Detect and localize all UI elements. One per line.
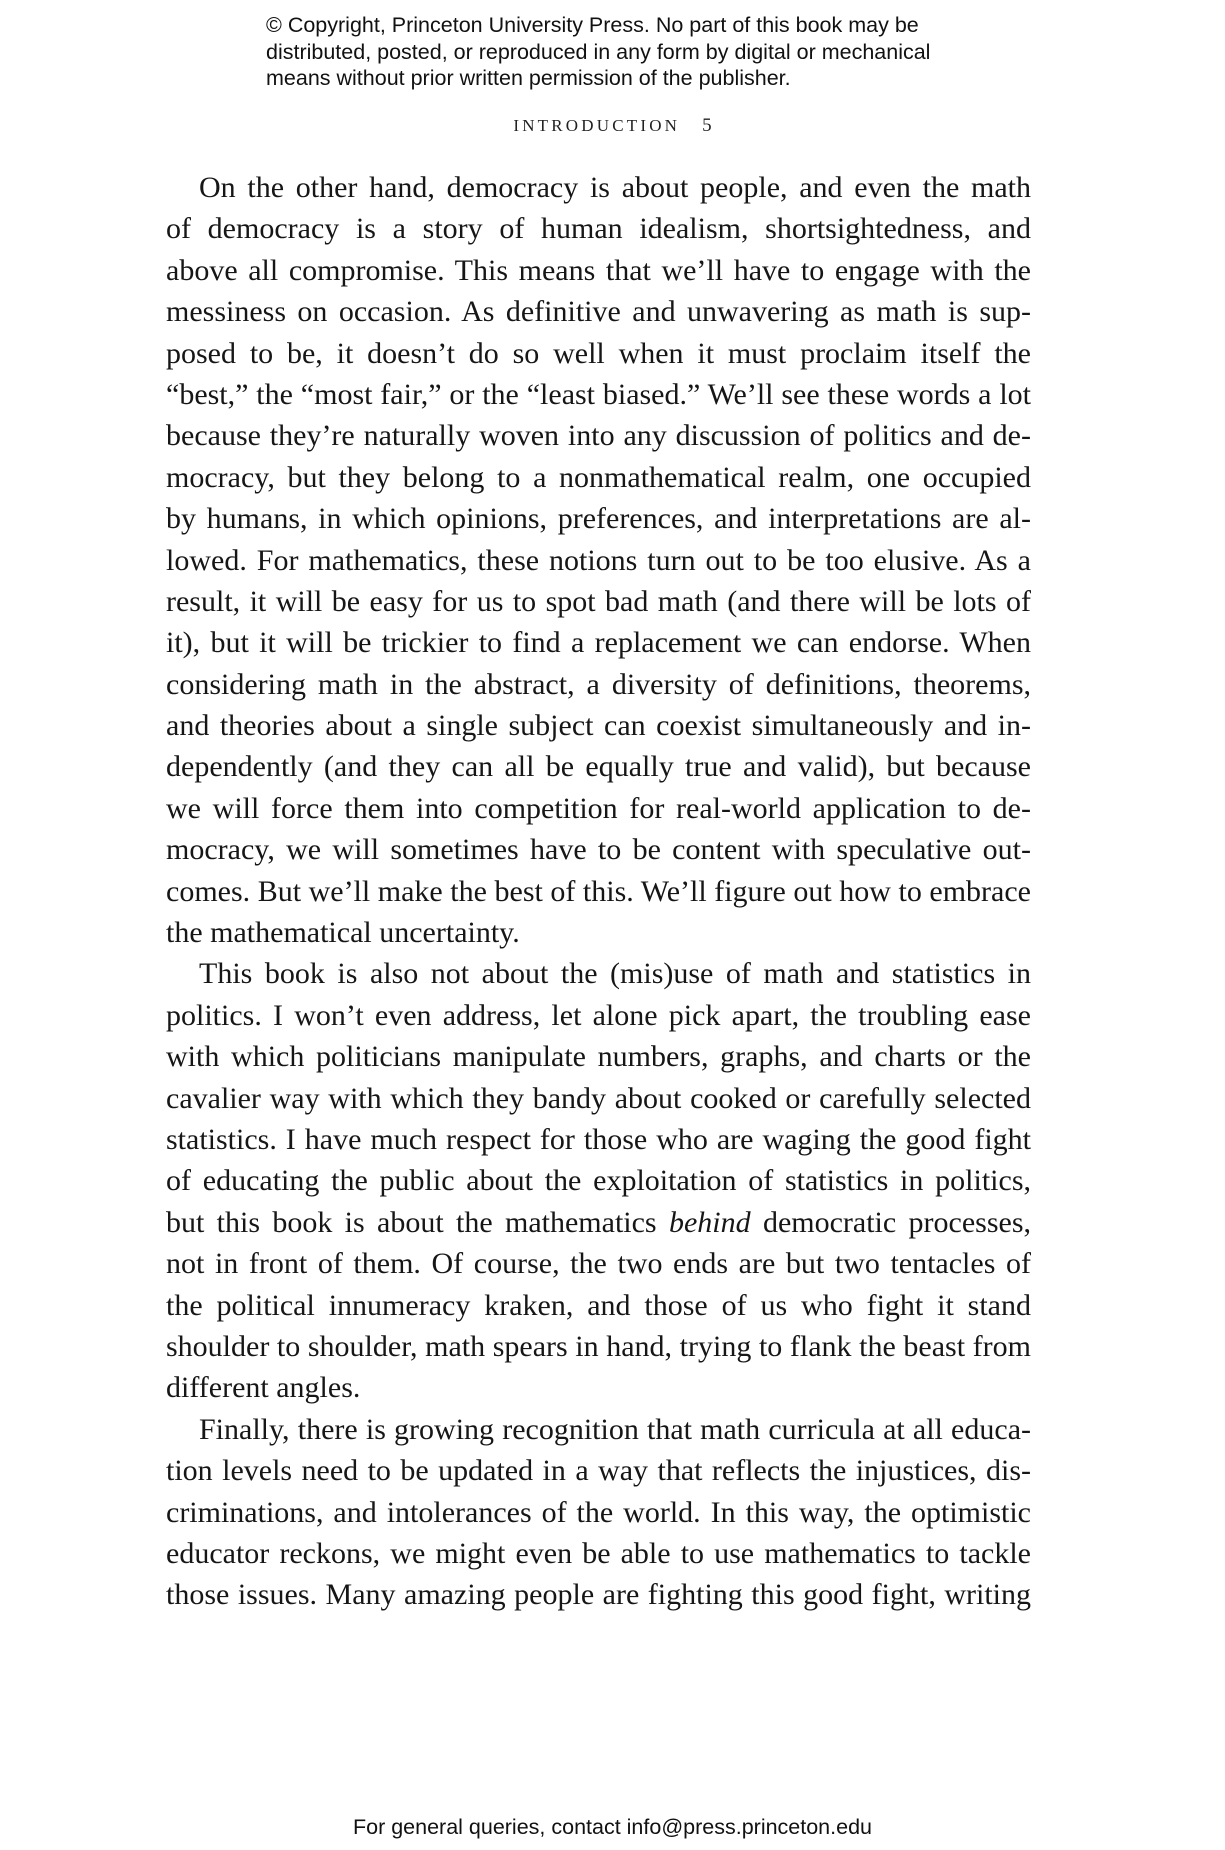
running-head-title: INTRODUCTION bbox=[513, 116, 681, 135]
copyright-line: distributed, posted, or reproduced in any form by digital or mechanical bbox=[266, 39, 931, 64]
paragraph bbox=[166, 167, 1031, 953]
text-line: dependently (and they can all be equally true and valid), but because bbox=[166, 750, 1031, 784]
copyright-notice bbox=[266, 12, 1026, 92]
text-line: mocracy, but they belong to a nonmathematical realm, one occupied bbox=[166, 460, 1031, 494]
paragraph bbox=[166, 953, 1031, 1408]
text-line: not in front of them. Of course, the two ends are but two tentacles of bbox=[166, 1247, 1031, 1281]
text-line: shoulder to shoulder, math spears in hand, trying to flank the beast from bbox=[166, 1329, 1031, 1363]
text-line: lowed. For mathematics, these notions turn out to be too elusive. As a bbox=[166, 543, 1031, 577]
text-line: tion levels need to be updated in a way that reflects the injustices, dis- bbox=[166, 1454, 1031, 1488]
text-line: it), but it will be trickier to find a replacement we can endorse. When bbox=[166, 626, 1031, 660]
page-number: 5 bbox=[702, 115, 712, 136]
text-line: mocracy, we will sometimes have to be content with speculative out- bbox=[166, 833, 1031, 867]
running-head bbox=[0, 115, 1225, 137]
text-line: of educating the public about the exploitation of statistics in politics, bbox=[166, 1164, 1031, 1198]
text-line: “best,” the “most fair,” or the “least biased.” We’ll see these words a lot bbox=[166, 377, 1031, 411]
text-line: This book is also not about the (mis)use of math and statistics in bbox=[199, 957, 1031, 991]
text-line: of democracy is a story of human idealism, shortsightedness, and bbox=[166, 212, 1031, 246]
text-line: we will force them into competition for real-world application to de- bbox=[166, 791, 1031, 825]
paragraph bbox=[166, 1409, 1031, 1616]
text-segment: democratic processes, bbox=[750, 1205, 1031, 1239]
text-line: because they’re naturally woven into any discussion of politics and de- bbox=[166, 419, 1031, 453]
copyright-line: means without prior written permission of the publisher. bbox=[266, 66, 791, 90]
text-line: politics. I won’t even address, let alone pick apart, the troubling ease bbox=[166, 998, 1031, 1032]
text-segment: but this book is about the mathematics bbox=[166, 1205, 669, 1239]
text-line: posed to be, it doesn’t do so well when it must proclaim itself the bbox=[166, 336, 1031, 370]
text-line: above all compromise. This means that we’ll have to engage with the bbox=[166, 253, 1031, 287]
text-line: Finally, there is growing recognition that math curricula at all educa- bbox=[199, 1412, 1031, 1446]
italic-word: behind bbox=[668, 1205, 751, 1239]
text-line: the mathematical uncertainty. bbox=[166, 916, 520, 950]
text-line: result, it will be easy for us to spot bad math (and there will be lots of bbox=[166, 584, 1031, 618]
text-line: with which politicians manipulate numbers, graphs, and charts or the bbox=[166, 1040, 1031, 1074]
copyright-line: © Copyright, Princeton University Press. No part of this book may be bbox=[266, 13, 919, 37]
text-line: messiness on occasion. As definitive and unwavering as math is sup- bbox=[166, 295, 1031, 329]
text-line: statistics. I have much respect for those who are waging the good fight bbox=[166, 1122, 1031, 1156]
text-line: cavalier way with which they bandy about cooked or carefully selected bbox=[166, 1081, 1031, 1115]
text-line: and theories about a single subject can coexist simultaneously and in- bbox=[166, 709, 1031, 743]
text-line: On the other hand, democracy is about people, and even the math bbox=[199, 171, 1031, 204]
text-line: criminations, and intolerances of the world. In this way, the optimistic bbox=[166, 1495, 1031, 1529]
text-line: those issues. Many amazing people are fighting this good fight, writing bbox=[166, 1578, 1031, 1612]
text-line: educator reckons, we might even be able to use mathematics to tackle bbox=[166, 1536, 1031, 1570]
body-text bbox=[166, 167, 1031, 1616]
text-line bbox=[166, 1202, 1031, 1243]
text-line: different angles. bbox=[166, 1371, 361, 1405]
footer-contact: For general queries, contact info@press.princeton.edu bbox=[352, 1815, 872, 1839]
text-line: comes. But we’ll make the best of this. We’ll figure out how to embrace bbox=[166, 874, 1031, 908]
text-line: the political innumeracy kraken, and those of us who fight it stand bbox=[166, 1288, 1031, 1322]
text-line: considering math in the abstract, a diversity of definitions, theorems, bbox=[166, 667, 1031, 701]
text-line: by humans, in which opinions, preferences, and interpretations are al- bbox=[166, 502, 1031, 536]
